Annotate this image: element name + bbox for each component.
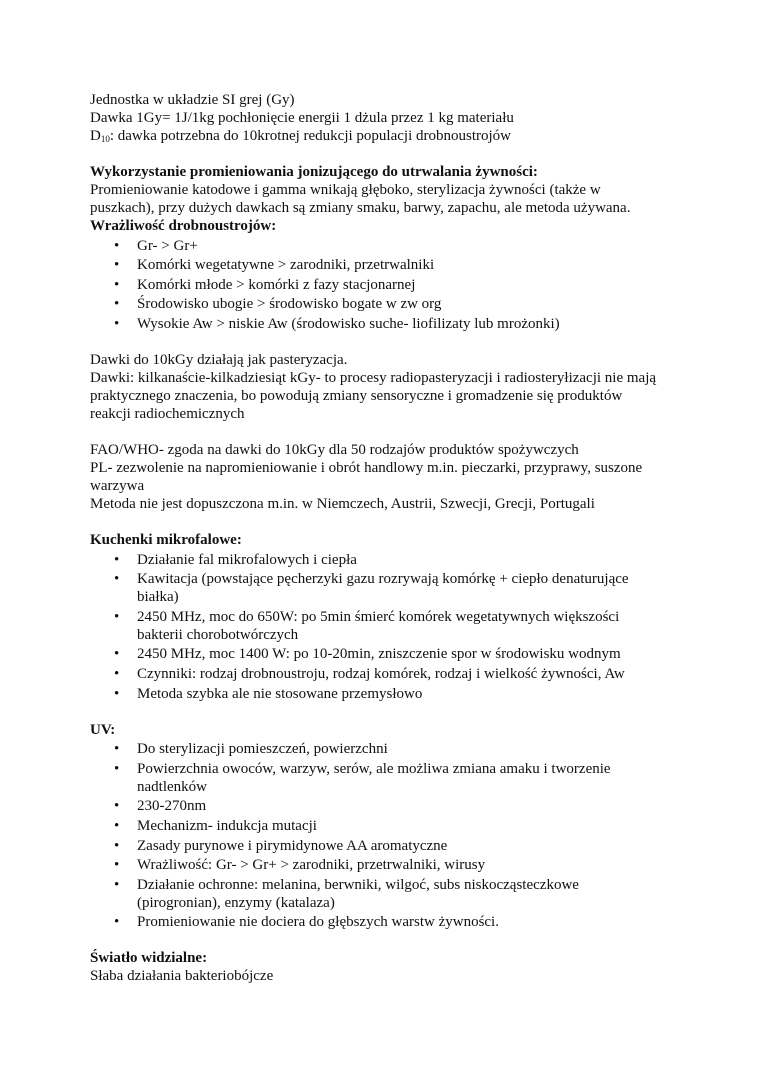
section-heading-ionizing: Wykorzystanie promieniowania jonizującego do utrwalania żywności: [90,164,538,180]
list-item [90,570,690,606]
list-item [90,551,690,569]
d10-symbol: D [90,128,101,144]
section-heading-visible-light: Światło widzialne: [90,950,208,967]
list-item-text: Do sterylizacji pomieszczeń, powierzchni [137,741,388,758]
list-item-text: Komórki wegetatywne > zarodniki, przetrwalniki [137,257,435,274]
list-item [90,315,690,333]
intro-line [90,127,690,145]
bullet-icon: • [114,608,120,625]
paragraph-line: PL- zezwolenie na napromieniowanie i obrót handlowy m.in. pieczarki, przyprawy, suszone [90,459,643,476]
list-item [90,856,690,874]
microwave-list [90,551,690,703]
list-item-text: Promieniowanie nie dociera do głębszych warstw żywności. [137,914,499,931]
list-item [90,295,690,313]
bullet-icon: • [114,857,120,874]
list-item-text: Działanie ochronne: melanina, berwniki, wilgoć, subs niskocząsteczkowe [137,876,579,893]
list-item [90,237,690,255]
list-item-text: 2450 MHz, moc 1400 W: po 10-20min, zniszczenie spor w środowisku wodnym [137,646,621,663]
list-item-text: nadtlenków [137,778,207,795]
list-item [90,913,690,931]
bullet-icon: • [114,914,120,931]
section-heading-microwave: Kuchenki mikrofalowe: [90,531,242,548]
paragraph-line: praktycznego znaczenia, bo powodują zmiany sensoryczne i gromadzenie się produktów [90,387,623,404]
list-item [90,760,690,796]
d10-definition: : dawka potrzebna do 10krotnej redukcji populacji drobnoustrojów [109,128,511,144]
list-item-text: Mechanizm- indukcja mutacji [137,817,317,834]
list-item-text: Środowisko ubogie > środowisko bogate w zw org [137,296,442,313]
bullet-icon: • [114,760,120,777]
list-item-text: Metoda szybka ale nie stosowane przemysłowo [137,685,423,702]
bullet-icon: • [114,237,120,254]
intro-line: Jednostka w układzie SI grej (Gy) [90,92,295,108]
list-item [90,276,690,294]
list-item-text: Wysokie Aw > niskie Aw (środowisko suche- liofilizaty lub mrożonki) [137,315,560,332]
paragraph-line: Dawki do 10kGy działają jak pasteryzacja. [90,351,348,368]
bullet-icon: • [114,646,120,663]
list-item [90,876,690,912]
list-item-text: 2450 MHz, moc do 650W: po 5min śmierć komórek wegetatywnych większości [137,608,620,625]
sensitivity-list [90,237,690,333]
list-item-text: białka) [137,589,179,606]
list-item [90,685,690,703]
list-item [90,797,690,815]
paragraph-line: Promieniowanie katodowe i gamma wnikają głęboko, sterylizacja żywności (także w [90,182,601,198]
paragraph-line: warzywa [90,477,145,494]
list-item [90,608,690,644]
list-item-text: Czynniki: rodzaj drobnoustroju, rodzaj komórek, rodzaj i wielkość żywności, Aw [137,665,625,682]
bullet-icon: • [114,296,120,313]
bullet-icon: • [114,551,120,568]
list-item [90,837,690,855]
paragraph-line: Dawki: kilkanaście-kilkadziesiąt kGy- to procesy radiopasteryzacji i radiosteryłizacji nie mają [90,369,657,386]
bullet-icon: • [114,798,120,815]
section-heading-uv: UV: [90,721,116,738]
list-item-text: Kawitacja (powstające pęcherzyki gazu rozrywają komórkę + ciepło denaturujące [137,571,629,588]
list-item-text: Działanie fal mikrofalowych i ciepła [137,551,357,568]
paragraph-line: Metoda nie jest dopuszczona m.in. w Niemczech, Austrii, Szwecji, Grecji, Portugali [90,495,595,512]
uv-list [90,740,690,931]
paragraph-line: FAO/WHO- zgoda na dawki do 10kGy dla 50 rodzajów produktów spożywczych [90,441,579,458]
bullet-icon: • [114,665,120,682]
d10-subscript: 10 [100,134,110,144]
bullet-icon: • [114,837,120,854]
paragraph-line: reakcji radiochemicznych [90,405,245,422]
list-item-text: Komórki młode > komórki z fazy stacjonarnej [137,276,416,293]
list-item-text: bakterii chorobotwórczych [137,626,299,643]
list-item-text: 230-270nm [137,798,207,815]
list-item-text: Wrażliwość: Gr- > Gr+ > zarodniki, przetrwalniki, wirusy [137,857,486,874]
paragraph-line: puszkach), przy dużych dawkach są zmiany smaku, barwy, zapachu, ale metoda używana. [90,200,631,216]
bullet-icon: • [114,571,120,588]
list-item [90,665,690,683]
bullet-icon: • [114,741,120,758]
list-item-text: (pirogronian), enzymy (katalaza) [137,894,335,911]
bullet-icon: • [114,685,120,702]
list-item [90,645,690,663]
document-page [90,91,690,985]
bullet-icon: • [114,257,120,274]
list-item [90,740,690,758]
list-item [90,817,690,835]
bullet-icon: • [114,876,120,893]
section-heading-sensitivity: Wrażliwość drobnoustrojów: [90,218,277,234]
paragraph-line: Słaba działania bakteriobójcze [90,968,274,985]
bullet-icon: • [114,817,120,834]
bullet-icon: • [114,276,120,293]
intro-line: Dawka 1Gy= 1J/1kg pochłonięcie energii 1 dżula przez 1 kg materiału [90,110,514,126]
list-item-text: Gr- > Gr+ [137,237,198,254]
list-item-text: Powierzchnia owoców, warzyw, serów, ale możliwa zmiana amaku i tworzenie [137,760,611,777]
list-item [90,256,690,274]
bullet-icon: • [114,315,120,332]
list-item-text: Zasady purynowe i pirymidynowe AA aromatyczne [137,837,448,854]
